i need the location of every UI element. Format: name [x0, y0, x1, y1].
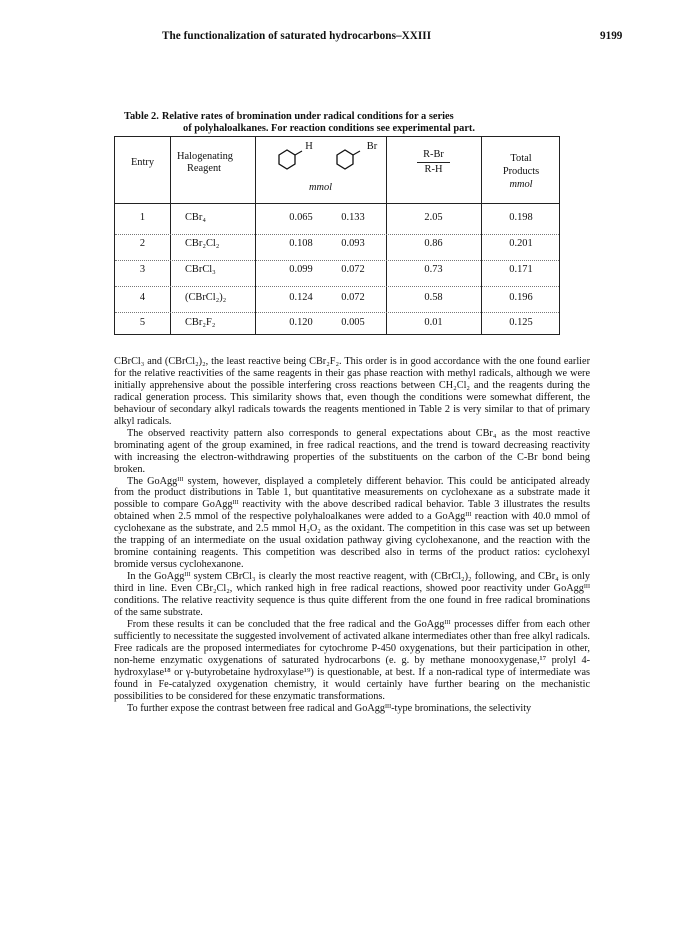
- header-reagent-1: Halogenating: [177, 151, 233, 162]
- row-entry: 3: [139, 264, 146, 275]
- row-total: 0.198: [509, 212, 533, 223]
- header-total-1: Total: [510, 153, 532, 164]
- row-reagent: (CBrCl₂)₂: [185, 292, 227, 303]
- row-total: 0.125: [509, 317, 533, 328]
- paragraph: The GoAggᴵᴵᴵ system, however, displayed a completely different behavior. This could be anticipated already from the product distributions in Table 1, but quantitative measurements on cyclohexane as a substrate made it possible to compare GoAggᴵᴵᴵ reactivity with the above described radical behavior. Table 3 illustrates the results obtained when 2.5 mmol of the respective polyhaloalkanes were added to a GoAggᴵᴵᴵ reaction with 40.0 mmol of cyclohexane as the substrate, and 2.5 mmol H₂O₂ as the oxidant. The competition in this case was set up between the trapping of an intermediate on the usual oxidation pathway giving cyclohexanone, and the reaction with the bromine containing reagents. This competition was described also in terms of the product ratios: cyclohexyl bromide versus cyclohexanone.: [114, 475, 590, 571]
- row-divider: [115, 312, 559, 313]
- row-ratio: 0.01: [424, 317, 443, 328]
- page-number: 9199: [600, 30, 623, 42]
- row-rh: 0.108: [289, 238, 313, 249]
- paragraph: The observed reactivity pattern also corresponds to general expectations about CBr₄ as the most reactive brominating agent of the group examined, in free radical reactions, and the trend is toward decreasing reactivity with increasing the electron-withdrawing properties of the substituents on the carbon of the C-Br bond being broken.: [114, 427, 590, 475]
- row-reagent: CBrCl₃: [185, 264, 216, 275]
- row-ratio: 0.86: [424, 238, 443, 249]
- body-text: [114, 356, 590, 715]
- table-caption: [124, 111, 554, 135]
- row-reagent: CBr₂Cl₂: [185, 238, 220, 249]
- row-divider: [115, 234, 559, 235]
- column-divider: [255, 137, 256, 334]
- row-total: 0.201: [509, 238, 533, 249]
- paragraph: CBrCl₃ and (CBrCl₂)₂, the least reactive being CBr₂F₂. This order is in good accordance with the one found earlier for the relative reactivities of the same reagents in their gas phase reaction with methyl radicals, although we were initially apprehensive about the possible interfering cross reactions between CH₂Cl₂ and the reagents during the radical generation process. This similarity shows that, even though the conditions were somewhat different, the behaviour of secondary alkyl radicals towards the reagents mentioned in Table 2 is very similar to that of primary alkyl radicals.: [114, 356, 590, 427]
- header-divider: [115, 203, 559, 204]
- row-total: 0.196: [509, 292, 533, 303]
- header-entry: Entry: [130, 157, 155, 168]
- ratio-denominator: R-H: [424, 164, 443, 175]
- h-substituent-label: H: [305, 141, 313, 152]
- column-divider: [170, 137, 171, 334]
- caption-label: Table 2.: [124, 111, 159, 122]
- row-rbr: 0.133: [341, 212, 365, 223]
- row-ratio: 0.58: [424, 292, 443, 303]
- row-divider: [115, 260, 559, 261]
- row-rh: 0.120: [289, 317, 313, 328]
- paragraph: From these results it can be concluded that the free radical and the GoAggᴵᴵᴵ processes differ from each other sufficiently to necessitate the suggested involvement of activated alkane intermediates other than free alkyl radicals. Free radicals are the proposed intermediates for cytochrome P-450 oxygenations, but their participation in other, non-heme enzymatic oxygenations of saturated hydrocarbons (e. g. by methane monooxygenase,¹⁷ prolyl 4-hydroxylase¹⁸ or γ-butyrobetaine hydroxylase¹⁹) is questionable, at best. If a non-radical type of intermediate was found in Fe-catalyzed oxygenation chemistry, it would certainly have further bearing on the mechanistic possibilities to be considered for these enzymatic transformations.: [114, 618, 590, 702]
- row-entry: 4: [139, 292, 146, 303]
- row-rh: 0.124: [289, 292, 313, 303]
- row-rbr: 0.005: [341, 317, 365, 328]
- header-total-2: Products: [502, 166, 540, 177]
- row-divider: [115, 286, 559, 287]
- br-substituent-label: Br: [366, 141, 378, 152]
- bromination-rates-table: [114, 136, 560, 335]
- row-rh: 0.065: [289, 212, 313, 223]
- ratio-numerator: R-Br: [423, 149, 444, 160]
- header-reagent-2: Reagent: [187, 163, 222, 174]
- row-rbr: 0.072: [341, 292, 365, 303]
- paragraph: In the GoAggᴵᴵᴵ system CBrCl₃ is clearly the most reactive reagent, with (CBrCl₂)₂ following, and CBr₄ is only third in line. Even CBr₂Cl₂, which ranked high in free radical reactions, showed poor reactivity under GoAggᴵᴵᴵ conditions. The relative reactivity sequence is thus quite different from the one found in free radical brominations of the same substrate.: [114, 571, 590, 619]
- row-reagent: CBr₄: [185, 212, 206, 223]
- paragraph: To further expose the contrast between free radical and GoAggᴵᴵᴵ-type brominations, the selectivity: [127, 702, 532, 714]
- caption-line-2: of polyhaloalkanes. For reaction conditions see experimental part.: [183, 123, 475, 134]
- row-entry: 5: [139, 317, 146, 328]
- row-rbr: 0.093: [341, 238, 365, 249]
- ratio-fraction-bar: [417, 162, 450, 163]
- header-total-unit: mmol: [509, 179, 533, 190]
- row-total: 0.171: [509, 264, 533, 275]
- mmol-label: mmol: [308, 182, 333, 193]
- row-ratio: 0.73: [424, 264, 443, 275]
- row-ratio: 2.05: [424, 212, 443, 223]
- row-entry: 2: [139, 238, 146, 249]
- running-title: The functionalization of saturated hydrocarbons–XXIII: [162, 30, 432, 42]
- row-rbr: 0.072: [341, 264, 365, 275]
- row-entry: 1: [139, 212, 146, 223]
- row-rh: 0.099: [289, 264, 313, 275]
- row-reagent: CBr₂F₂: [185, 317, 216, 328]
- page-header: [0, 28, 680, 46]
- caption-line-1: Relative rates of bromination under radical conditions for a series: [161, 111, 454, 122]
